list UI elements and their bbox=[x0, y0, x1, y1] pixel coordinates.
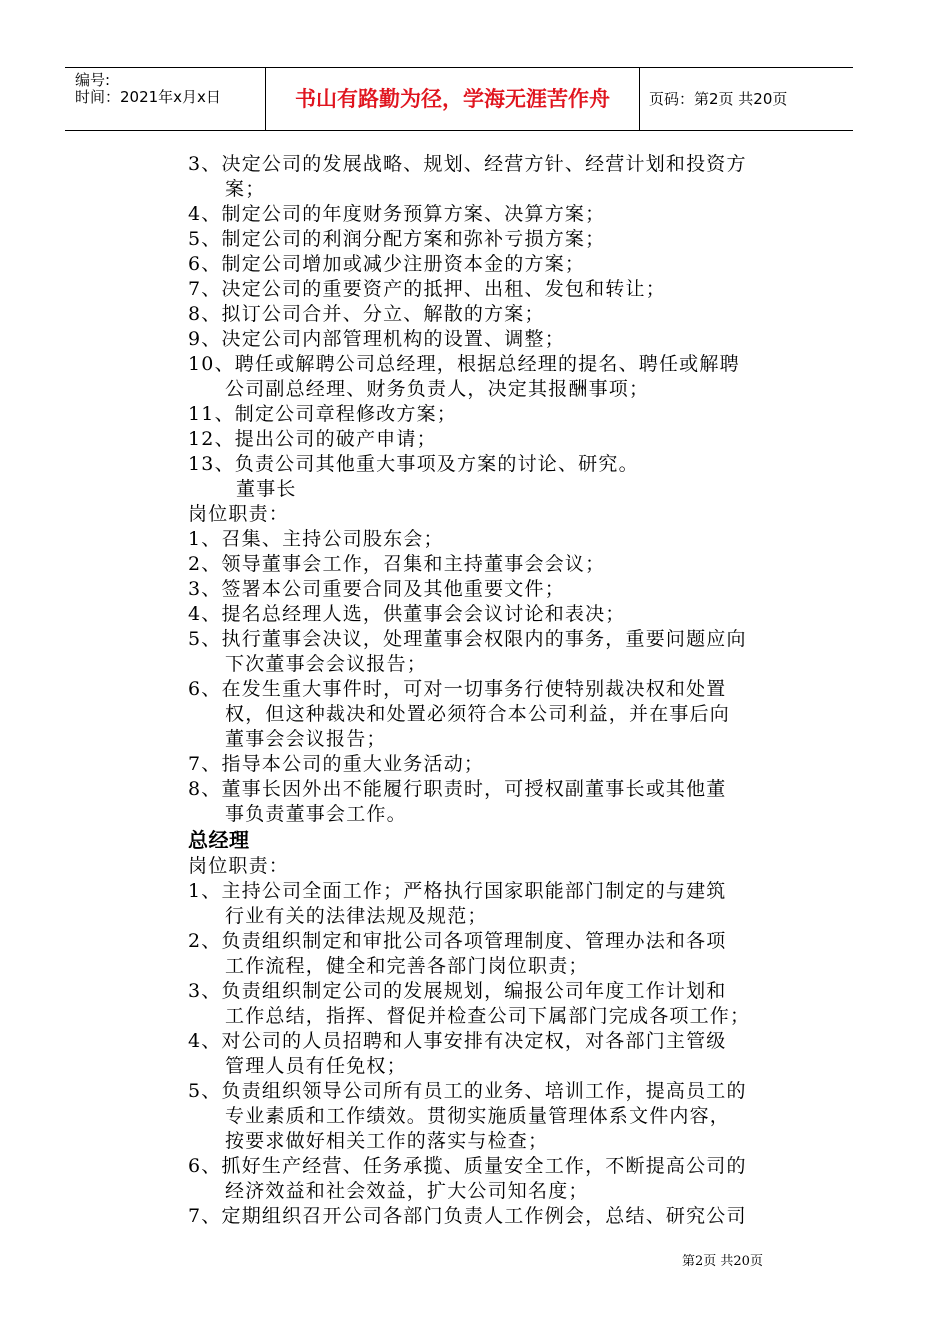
text-line: 8、董事长因外出不能履行职责时，可授权副董事长或其他董 bbox=[188, 778, 727, 800]
text-line: 4、制定公司的年度财务预算方案、决算方案； bbox=[188, 203, 606, 225]
text-line: 案； bbox=[225, 178, 266, 200]
text-line: 权，但这种裁决和处置必须符合本公司利益，并在事后向 bbox=[225, 703, 731, 725]
text-line: 行业有关的法律法规及规范； bbox=[225, 905, 488, 927]
text-line: 工作总结，指挥、督促并检查公司下属部门完成各项工作； bbox=[225, 1005, 751, 1027]
text-line: 12、提出公司的破产申请； bbox=[188, 428, 437, 450]
text-line: 岗位职责： bbox=[188, 503, 290, 525]
section-heading: 总经理 bbox=[188, 828, 250, 852]
text-line: 岗位职责： bbox=[188, 855, 290, 877]
text-line: 2、领导董事会工作，召集和主持董事会会议； bbox=[188, 553, 606, 575]
text-line: 下次董事会会议报告； bbox=[225, 653, 428, 675]
text-line: 5、负责组织领导公司所有员工的业务、培训工作，提高员工的 bbox=[188, 1080, 747, 1102]
text-line: 2、负责组织制定和审批公司各项管理制度、管理办法和各项 bbox=[188, 930, 727, 952]
text-line: 5、制定公司的利润分配方案和弥补亏损方案； bbox=[188, 228, 606, 250]
text-line: 6、制定公司增加或减少注册资本金的方案； bbox=[188, 253, 586, 275]
text-line: 董事会会议报告； bbox=[225, 728, 387, 750]
text-line: 10、聘任或解聘公司总经理，根据总经理的提名、聘任或解聘 bbox=[188, 353, 740, 375]
header-number-label: 编号: bbox=[75, 71, 111, 89]
text-line: 6、抓好生产经营、任务承揽、质量安全工作，不断提高公司的 bbox=[188, 1155, 747, 1177]
text-line: 6、在发生重大事件时，可对一切事务行使特别裁决权和处置 bbox=[188, 678, 727, 700]
text-line: 7、决定公司的重要资产的抵押、出租、发包和转让； bbox=[188, 278, 666, 300]
page-header bbox=[65, 67, 853, 131]
footer-page-info: 第2页 共20页 bbox=[682, 1254, 763, 1269]
text-line: 8、拟订公司合并、分立、解散的方案； bbox=[188, 303, 545, 325]
header-time-label: 时间：2021年x月x日 bbox=[75, 88, 221, 106]
text-line: 4、提名总经理人选，供董事会会议讨论和表决； bbox=[188, 603, 626, 625]
text-line: 11、制定公司章程修改方案； bbox=[188, 403, 457, 425]
text-line: 管理人员有任免权； bbox=[225, 1055, 407, 1077]
text-line: 经济效益和社会效益，扩大公司知名度； bbox=[225, 1180, 589, 1202]
header-motto: 书山有路勤为径，学海无涯苦作舟 bbox=[265, 68, 640, 130]
text-line: 3、签署本公司重要合同及其他重要文件； bbox=[188, 578, 565, 600]
text-line: 专业素质和工作绩效。贯彻实施质量管理体系文件内容， bbox=[225, 1105, 731, 1127]
text-line: 1、召集、主持公司股东会； bbox=[188, 528, 444, 550]
header-page-info: 页码：第2页 共20页 bbox=[649, 90, 788, 108]
text-line: 3、负责组织制定公司的发展规划，编报公司年度工作计划和 bbox=[188, 980, 727, 1002]
text-line: 9、决定公司内部管理机构的设置、调整； bbox=[188, 328, 565, 350]
text-line: 1、主持公司全面工作；严格执行国家职能部门制定的与建筑 bbox=[188, 880, 727, 902]
document-body bbox=[188, 152, 788, 1229]
text-line: 13、负责公司其他重大事项及方案的讨论、研究。 bbox=[188, 453, 639, 475]
text-line: 董事长 bbox=[236, 478, 297, 500]
text-line: 3、决定公司的发展战略、规划、经营方针、经营计划和投资方 bbox=[188, 153, 747, 175]
text-line: 工作流程，健全和完善各部门岗位职责； bbox=[225, 955, 589, 977]
text-line: 7、指导本公司的重大业务活动； bbox=[188, 753, 485, 775]
text-line: 4、对公司的人员招聘和人事安排有决定权，对各部门主管级 bbox=[188, 1030, 727, 1052]
text-line: 按要求做好相关工作的落实与检查； bbox=[225, 1130, 549, 1152]
text-line: 公司副总经理、财务负责人，决定其报酬事项； bbox=[225, 378, 650, 400]
header-meta bbox=[65, 68, 265, 130]
text-line: 5、执行董事会决议，处理董事会权限内的事务，重要问题应向 bbox=[188, 628, 747, 650]
text-line: 7、定期组织召开公司各部门负责人工作例会，总结、研究公司 bbox=[188, 1205, 747, 1227]
text-line: 事负责董事会工作。 bbox=[225, 803, 407, 825]
